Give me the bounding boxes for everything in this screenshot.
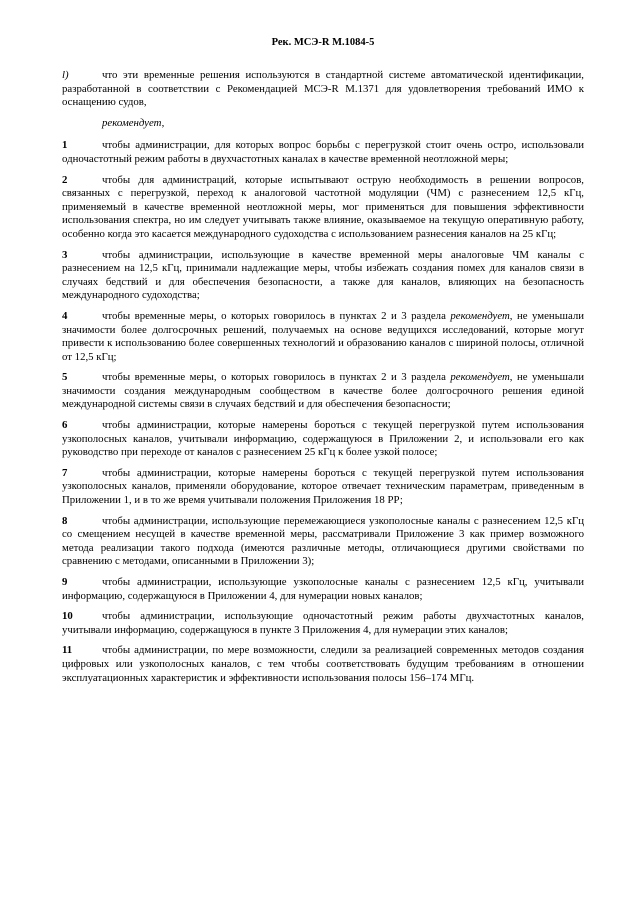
item-number: 3 <box>62 248 68 261</box>
item-text: чтобы администрации, которые намерены бороться с текущей перегрузкой путем использования узкополосных каналов, учитывали информацию, содержащуюся в Приложении 2, и использовали его как руководство при переходе от каналов с разнесением 25 кГц к более узкой полосе; <box>62 419 584 459</box>
recommends-item-10 <box>62 610 584 637</box>
item-number: 7 <box>62 466 68 479</box>
recommends-item-2 <box>62 174 584 242</box>
item-text: чтобы для администраций, которые испытывают острую необходимость в решении вопросов, связанных с перегрузкой, переход к аналоговой частотной модуляции (ЧМ) с разнесением 12,5 кГц, применяемый в качестве временной неотложной меры, мог применяться для повышения эффективности использования спектра, но им следует учитывать также влияние, оказываемое на текущую оперативную работу, особенно когда это касается международного судоходства с использованием разнесения каналов на 25 кГц; <box>62 173 584 240</box>
recommends-label: рекомендует, <box>102 116 165 129</box>
item-number: 10 <box>62 610 73 623</box>
item-text: чтобы администрации, использующие узкополосные каналы с разнесением 12,5 кГц, учитывали информацию, содержащуюся в Приложении 4, для нумерации новых каналов; <box>62 576 584 602</box>
item-number: 11 <box>62 644 73 657</box>
recommendation-items <box>62 139 584 685</box>
item-number: 9 <box>62 576 68 588</box>
item-text: чтобы администрации, которые намерены бороться с текущей перегрузкой путем использования узкополосных каналов, применяли оборудование, которое отвечает техническим параметрам, приведенным в Приложении 1, и в то же время учитывали положения Приложения 18 РР; <box>62 466 584 507</box>
considering-item-l <box>62 69 584 110</box>
item-text: чтобы временные меры, о которых говорилось в пунктах 2 и 3 раздела <box>102 309 451 322</box>
item-text: , не уменьшали значимости создания международным сообществом в качестве более долгосрочного решения единой международной системы связи в случаях бедствий и для обеспечения безопасности; <box>62 371 585 411</box>
recommends-item-1 <box>62 139 584 166</box>
item-number: 1 <box>62 139 68 152</box>
item-number: l) <box>62 69 69 81</box>
item-number: 6 <box>62 419 68 432</box>
italic-reference: рекомендует <box>450 371 510 384</box>
item-text: чтобы временные меры, о которых говорилось в пунктах 2 и 3 раздела <box>102 371 451 384</box>
recommends-item-7 <box>62 467 584 508</box>
item-text: чтобы администрации, для которых вопрос борьбы с перегрузкой стоит очень остро, использовали одночастотный режим работы в двухчастотных каналах в качестве временной неотложной меры; <box>62 139 584 165</box>
item-number: 4 <box>62 309 68 322</box>
item-text: чтобы администрации, по мере возможности, следили за реализацией современных методов создания цифровых или узкополосных каналов, с тем чтобы соответствовать будущим требованиям в отношении эксплуатационных характеристик и эффективности использования полосы 156–174 МГц. <box>62 644 584 684</box>
recommends-item-3 <box>62 249 584 303</box>
recommends-item-4 <box>62 310 584 364</box>
item-text: чтобы администрации, использующие одночастотный режим работы двухчастотных каналов, учитывали информацию, содержащуюся в пункте 3 Приложения 4, для нумерации этих каналов; <box>62 610 584 636</box>
recommends-item-6 <box>62 419 584 460</box>
page-header: Рек. МСЭ-R M.1084-5 <box>271 37 375 48</box>
item-text: , не уменьшали значимости более долгосрочных решений, получаемых на основе ведущихся исследований, которые могут привести к использованию более совершенных технологий и образованию каналов с шириной полосы, отличной от 12,5 кГц; <box>62 309 585 363</box>
preamble-paragraph <box>62 69 584 110</box>
item-number: 5 <box>62 371 68 384</box>
recommends-item-5 <box>62 371 584 412</box>
item-number: 8 <box>62 514 68 527</box>
recommends-item-11 <box>62 644 584 685</box>
italic-reference: рекомендует <box>450 309 510 322</box>
item-text: чтобы администрации, использующие перемежающиеся узкополосные каналы с разнесением 12,5 кГц со смещением несущей в качестве временной меры, рассматривали Приложение 3 как пример возможного метода реализации такого подхода (имеются различные методы, отличающиеся другими свойствами по сравнению с методами, описанными в Приложении 3); <box>62 514 584 568</box>
item-text: что эти временные решения используются в стандартной системе автоматической идентификации, разработанной в соответствии с Рекомендацией МСЭ-R M.1371 для удовлетворения требований ИМО к оснащению судов, <box>62 69 584 109</box>
item-text: чтобы администрации, использующие в качестве временной меры аналоговые ЧМ каналы с разнесением на 12,5 кГц, принимали надлежащие меры, чтобы избежать создания помех для каналов связи в случаях бедствий и для обеспечения безопасности, а также для каналов, влияющих на безопасность международного судоходства; <box>62 248 584 302</box>
recommends-item-9 <box>62 576 584 603</box>
item-number: 2 <box>62 173 68 186</box>
recommends-item-8 <box>62 515 584 569</box>
document-page <box>62 36 584 692</box>
